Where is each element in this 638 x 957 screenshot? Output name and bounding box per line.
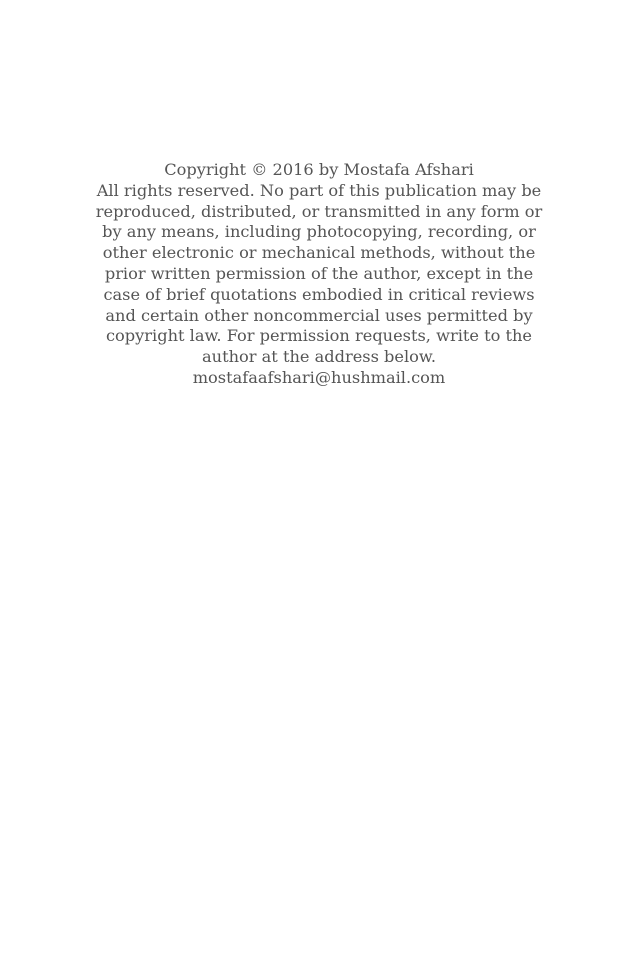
rights-text-line: and certain other noncommercial uses permitted by	[105, 305, 533, 325]
rights-text-line: author at the address below.	[202, 347, 436, 367]
rights-text-line: reproduced, distributed, or transmitted in any form or	[95, 201, 543, 221]
rights-text-line: prior written permission of the author, except in the	[104, 263, 534, 283]
rights-text-line: other electronic or mechanical methods, without the	[102, 243, 536, 263]
rights-text-line: case of brief quotations embodied in critical reviews	[103, 284, 535, 304]
rights-text-line: All rights reserved. No part of this publication may be	[96, 180, 542, 200]
rights-text-line: copyright law. For permission requests, write to the	[105, 326, 533, 346]
rights-text-line: by any means, including photocopying, recording, or	[102, 222, 536, 242]
copyright-notice	[0, 160, 638, 389]
author-email: mostafaafshari@hushmail.com	[192, 367, 446, 387]
copyright-line: Copyright © 2016 by Mostafa Afshari	[164, 160, 474, 179]
